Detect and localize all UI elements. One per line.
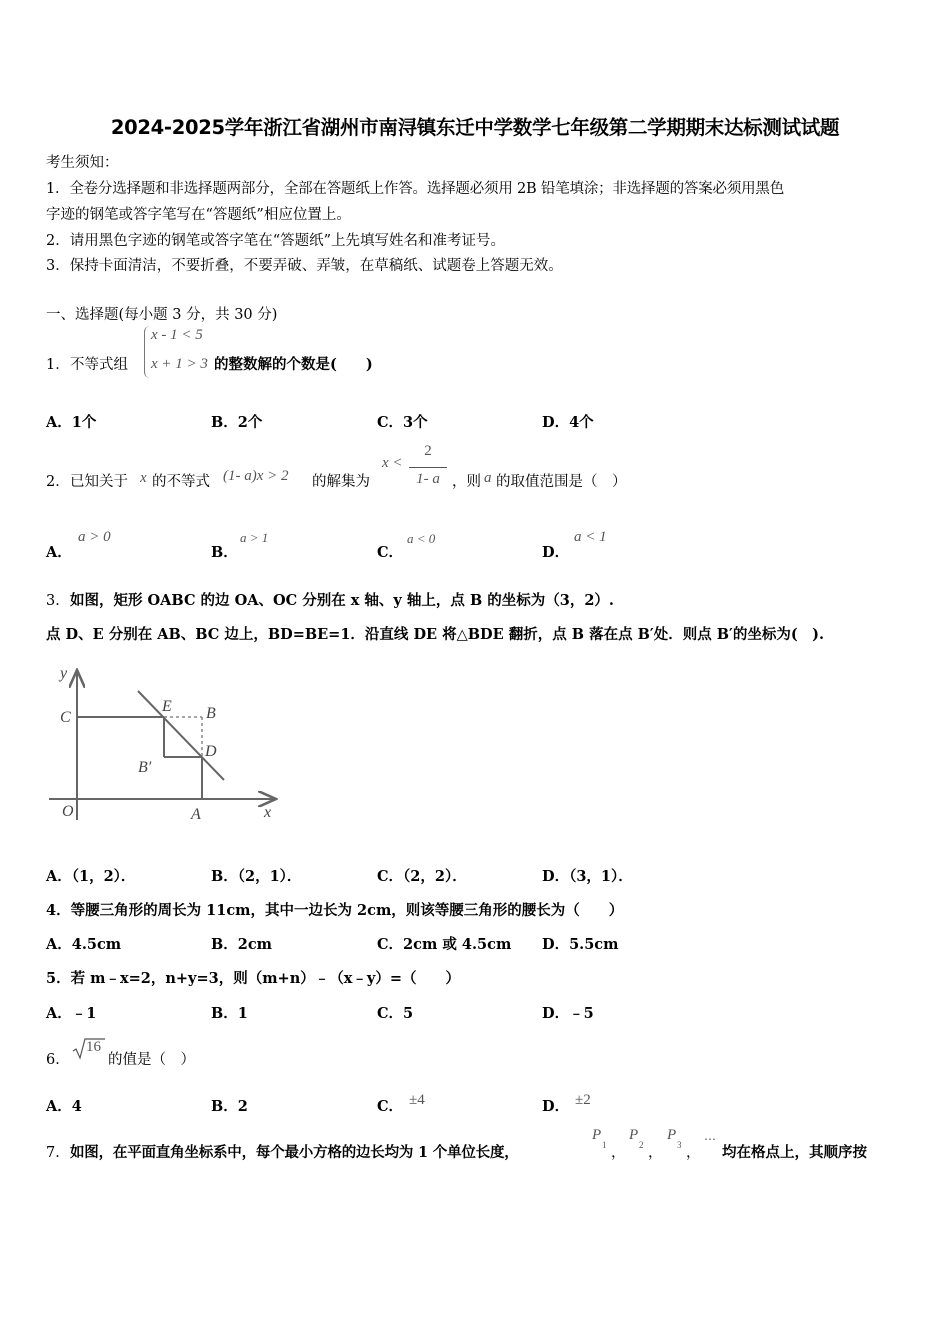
q3-label-a: A — [191, 806, 201, 823]
q2-fraction-numerator: 2 — [424, 443, 432, 459]
notice-heading: 考生须知： — [46, 155, 119, 171]
q3-label-x: x — [264, 804, 272, 821]
q3-number: 3． — [46, 593, 70, 609]
q2-text-mid1: 的不等式 — [152, 474, 210, 490]
q5-option-c[interactable]: C．5 — [377, 1005, 414, 1022]
q3-option-a[interactable]: A．（1，2）． — [46, 868, 136, 885]
q2-option-b-math: a > 1 — [240, 530, 269, 545]
q1-text-post: 的整数解的个数是( ) — [214, 356, 373, 373]
q3-label-d: D — [205, 743, 217, 760]
q7-p2: P — [629, 1127, 639, 1143]
q2-text: 已知关于 — [70, 474, 128, 490]
notice-item-2: 2．请用黑色字迹的钢笔或答字笔在“答题纸”上先填写姓名和准考证号。 — [46, 233, 506, 249]
q7-text: 如图，在平面直角坐标系中，每个最小方格的边长均为 1 个单位长度， — [70, 1144, 519, 1161]
q7-p1: P — [592, 1127, 602, 1143]
q3-option-c[interactable]: C．（2，2）． — [377, 868, 467, 885]
q2-option-c[interactable]: C． — [377, 544, 404, 561]
q3-figure — [44, 660, 284, 832]
q6-option-d[interactable]: D． — [542, 1098, 570, 1115]
q1-option-c[interactable]: C．3个 — [377, 414, 428, 431]
q2-var-a: a — [484, 470, 492, 486]
q2-var-x: x — [140, 470, 147, 486]
q3-text-line2: 点 D、E 分别在 AB、BC 边上，BD=BE=1．沿直线 DE 将△BDE 翻折，点 B 落在点 B′处．则点 B′的坐标为( ). — [46, 626, 825, 643]
q5-option-a[interactable]: A．﹣1 — [46, 1005, 97, 1022]
notice-item-3: 3．保持卡面清洁，不要折叠，不要弄破、弄皱，在草稿纸、试题卷上答题无效。 — [46, 258, 563, 274]
q3-option-d[interactable]: D．（3，1）． — [542, 868, 633, 885]
q6-text-post: 的值是（ ） — [108, 1052, 195, 1068]
q6-radicand: 16 — [86, 1039, 101, 1055]
q2-option-c-math: a < 0 — [407, 531, 436, 546]
q3-label-b: B — [206, 705, 216, 722]
q2-solution-lhs: x < — [382, 455, 403, 471]
q1-option-b[interactable]: B．2个 — [211, 414, 263, 431]
q6-option-a[interactable]: A．4 — [46, 1098, 82, 1115]
q4-option-d[interactable]: D．5.5cm — [542, 936, 619, 953]
q2-fraction-bar — [409, 467, 447, 468]
q7-p2-subscript: 2 — [639, 1140, 644, 1150]
q2-number: 2． — [46, 474, 70, 490]
q6-option-c-math: ±4 — [409, 1092, 425, 1108]
q3-text-line1: 如图，矩形 OABC 的边 OA、OC 分别在 x 轴、y 轴上，点 B 的坐标为（3，2）. — [70, 592, 614, 609]
q3-label-c: C — [60, 709, 71, 726]
q2-text-mid3: ，则 — [452, 474, 481, 490]
q6-option-c[interactable]: C． — [377, 1098, 404, 1115]
q2-text-mid2: 的解集为 — [312, 474, 370, 490]
q3-option-b[interactable]: B．（2，1）． — [211, 868, 302, 885]
notice-item-1b: 字迹的钢笔或答字笔写在“答题纸”相应位置上。 — [46, 207, 351, 223]
q3-label-o: O — [62, 803, 74, 820]
q7-sep-1: ， — [611, 1145, 626, 1161]
q7-number: 7． — [46, 1145, 70, 1161]
q4-option-a[interactable]: A．4.5cm — [46, 936, 122, 953]
q1-inequality-1: x - 1 < 5 — [151, 327, 203, 343]
q2-option-a-math: a > 0 — [78, 529, 111, 545]
q5-text: 5．若 m﹣x=2，n+y=3，则（m+n）﹣（x﹣y）=（ ） — [46, 970, 460, 987]
q1-inequality-2: x + 1 > 3 — [151, 356, 208, 372]
q2-text-post: 的取值范围是（ ） — [496, 474, 627, 490]
q7-p3-subscript: 3 — [677, 1140, 682, 1150]
q1-brace — [144, 326, 151, 378]
q1-number: 1． — [46, 357, 70, 373]
q4-option-c[interactable]: C．2cm 或 4.5cm — [377, 936, 512, 953]
q2-inequality: (1- a)x > 2 — [223, 468, 289, 484]
q7-p1-subscript: 1 — [602, 1140, 607, 1150]
q3-label-e: E — [162, 698, 172, 715]
q5-option-d[interactable]: D．﹣5 — [542, 1005, 594, 1022]
q7-sep-3: ， — [686, 1145, 701, 1161]
q4-option-b[interactable]: B．2cm — [211, 936, 273, 953]
q1-option-d[interactable]: D．4个 — [542, 414, 594, 431]
section-heading: 一、选择题(每小题 3 分，共 30 分) — [46, 307, 278, 323]
q6-option-d-math: ±2 — [575, 1092, 591, 1108]
q2-fraction-denominator: 1- a — [416, 471, 440, 487]
notice-item-1a: 1．全卷分选择题和非选择题两部分，全部在答题纸上作答。选择题必须用 2B 铅笔填涂；非选择题的答案必须用黑色 — [46, 181, 785, 197]
q6-number: 6． — [46, 1052, 70, 1068]
q5-option-b[interactable]: B．1 — [211, 1005, 248, 1022]
q1-option-a[interactable]: A．1个 — [46, 414, 97, 431]
page-title: 2024-2025学年浙江省湖州市南浔镇东迁中学数学七年级第二学期期末达标测试试题 — [110, 116, 840, 139]
q3-label-y: y — [60, 665, 68, 682]
q2-option-b[interactable]: B． — [211, 544, 238, 561]
q3-label-b-prime: B′ — [138, 759, 152, 776]
q2-option-d-math: a < 1 — [574, 529, 607, 545]
q4-text: 4．等腰三角形的周长为 11cm，其中一边长为 2cm，则该等腰三角形的腰长为（ ） — [46, 902, 624, 919]
q7-sep-2: ， — [648, 1145, 663, 1161]
q1-text: 不等式组 — [70, 357, 128, 373]
q2-option-d[interactable]: D． — [542, 544, 570, 561]
q7-dots: ⋯ — [704, 1132, 716, 1146]
q6-option-b[interactable]: B．2 — [211, 1098, 248, 1115]
q2-option-a[interactable]: A． — [46, 544, 72, 561]
q7-text-post: 均在格点上，其顺序按 — [722, 1144, 867, 1161]
q7-p3: P — [667, 1127, 677, 1143]
